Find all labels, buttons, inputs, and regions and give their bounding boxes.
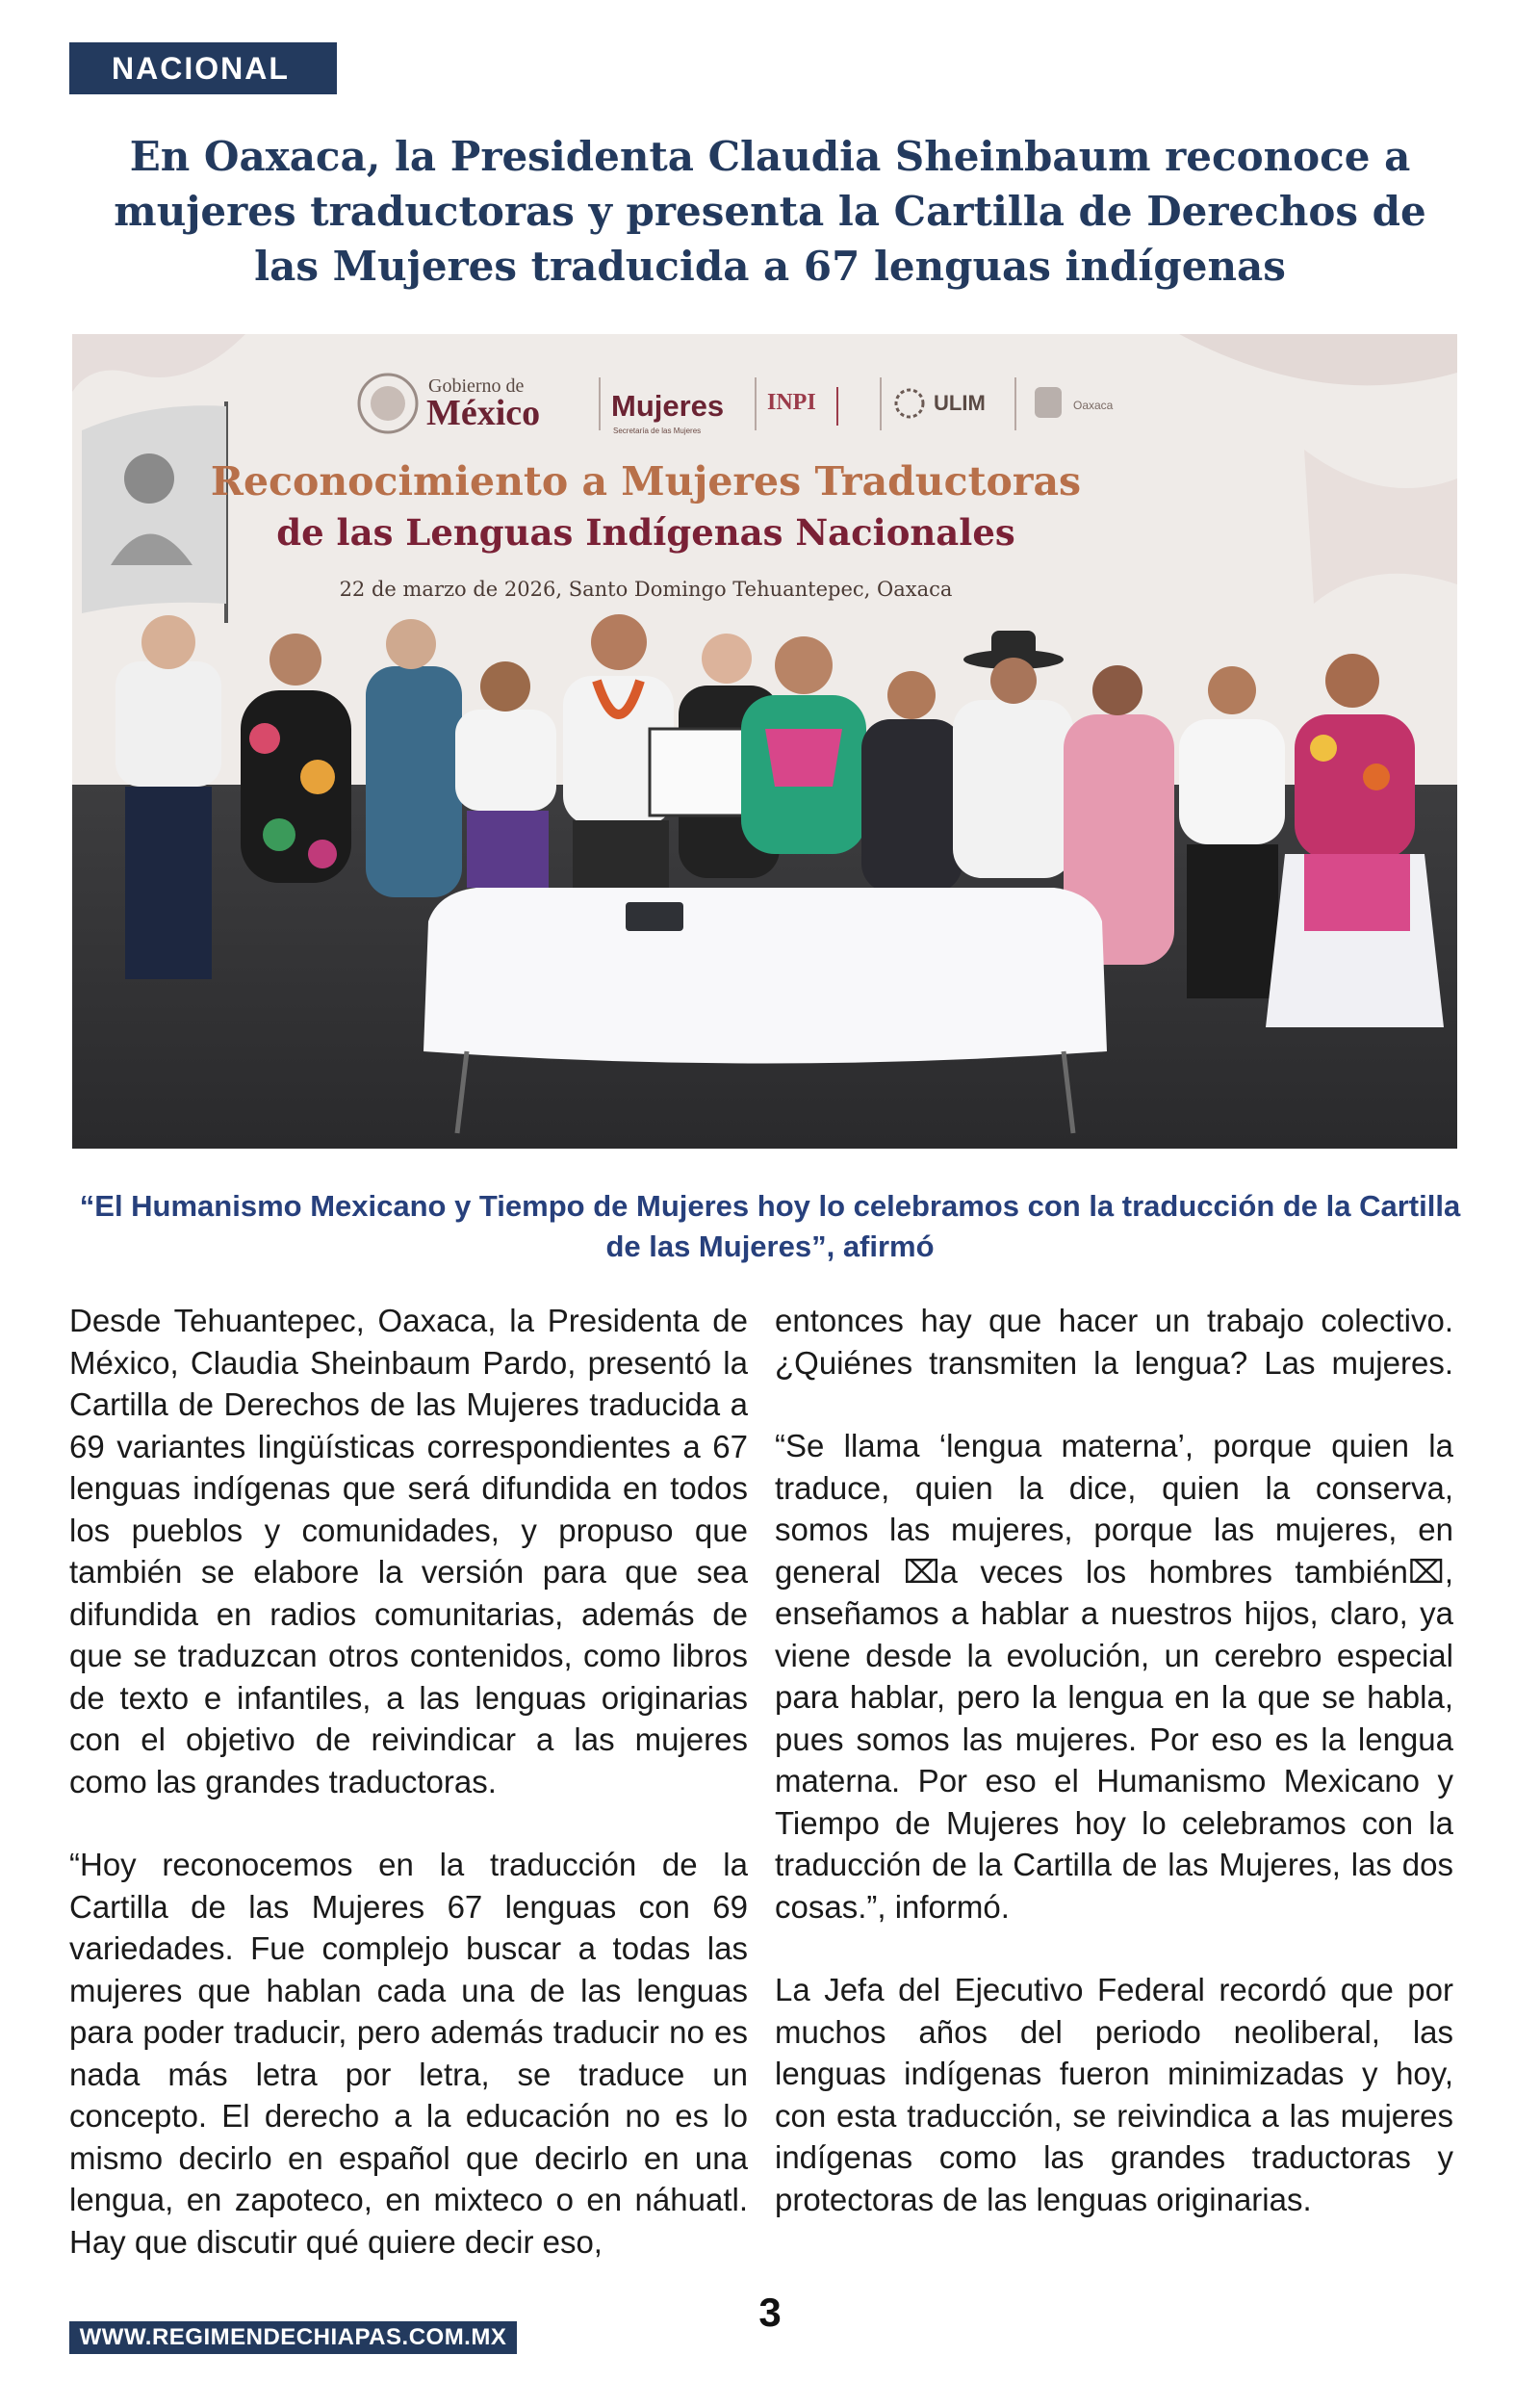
svg-text:Oaxaca: Oaxaca bbox=[1073, 399, 1114, 412]
paragraph: “Se llama ‘lengua materna’, porque quien la traduce, quien la dice, quien la conserva, somos las mujeres, porque las mujeres, en general ⌧a veces los hombres también⌧, enseñamos a hablar a nuestros hijos, claro, ya viene desde la evolución, un cerebro especial para hablar, pero la lengua en la que se habla, pues somos las mujeres. Por eso es la lengua materna. Por eso el Humanismo Mexicano y Tiempo de Mujeres hoy lo celebramos con la traducción de la Cartilla de las Mujeres, las dos cosas.”, informó. bbox=[775, 1428, 1453, 1925]
headline: En Oaxaca, la Presidenta Claudia Sheinbaum reconoce a mujeres traductoras y presenta la Cartilla de Derechos de las Mujeres traducida a 67 lenguas indígenas bbox=[114, 133, 1426, 290]
section-tag: NACIONAL bbox=[69, 42, 337, 94]
svg-text:México: México bbox=[426, 393, 541, 433]
paragraph: Desde Tehuantepec, Oaxaca, la Presidenta de México, Claudia Sheinbaum Pardo, presentó la Cartilla de Derechos de las Mujeres traducida a 69 variantes lingüísticas correspondientes a 67 lenguas indígenas que será difundida en todos los pueblos y comunidades, y propuso que también se elabore la versión para que sea difundida en radios comunitarias, además de que se traduzcan otros contenidos, como libros de texto e infantiles, a las lenguas originarias con el objetivo de reivindicar a las mujeres como las grandes traductoras. bbox=[69, 1303, 748, 1799]
paragraph: “Hoy reconocemos en la traducción de la Cartilla de las Mujeres 67 lenguas con 69 variedades. Fue complejo buscar a todas las mujeres que hablan cada una de las lenguas para poder traducir, pero además traducir no es nada más letra por letra, se traduce un concepto. El derecho a la educación no es lo mismo decirlo en español que decirlo en una lengua, en zapoteco, en mixteco o en náhuatl. Hay que discutir qué quiere decir eso, bbox=[69, 1847, 748, 2260]
paragraph: La Jefa del Ejecutivo Federal recordó que por muchos años del periodo neoliberal, las lenguas indígenas fueron minimizadas y hoy, con esta traducción, se reivindica a las mujeres indígenas como las grandes traductoras y protectoras de las lenguas originarias. bbox=[775, 1972, 1453, 2217]
banner-subtitle: de las Lenguas Indígenas Nacionales bbox=[276, 511, 1015, 554]
paragraph: entonces hay que hacer un trabajo colectivo. ¿Quiénes transmiten la lengua? Las mujeres. bbox=[775, 1303, 1453, 1381]
flag-portrait bbox=[82, 401, 226, 623]
footer-website: WWW.REGIMENDECHIAPAS.COM.MX bbox=[69, 2321, 517, 2354]
svg-text:INPI: INPI bbox=[767, 390, 816, 415]
svg-text:Mujeres: Mujeres bbox=[611, 389, 725, 423]
banner-title: Reconocimiento a Mujeres Traductoras bbox=[210, 458, 1082, 505]
pull-quote: “El Humanismo Mexicano y Tiempo de Mujeres hoy lo celebramos con la traducción de la Cartilla de las Mujeres”, afirmó bbox=[79, 1189, 1461, 1263]
event-photo bbox=[72, 334, 1457, 1149]
page-number: 3 bbox=[758, 2290, 782, 2335]
svg-text:ULIM: ULIM bbox=[934, 391, 986, 415]
article-column-right bbox=[775, 1300, 1453, 2220]
article-column-left bbox=[69, 1300, 748, 2263]
banner-date: 22 de marzo de 2026, Santo Domingo Tehuantepec, Oaxaca bbox=[339, 578, 953, 601]
svg-text:Gobierno de: Gobierno de bbox=[428, 375, 525, 397]
svg-text:Secretaría de las Mujeres: Secretaría de las Mujeres bbox=[613, 427, 702, 435]
